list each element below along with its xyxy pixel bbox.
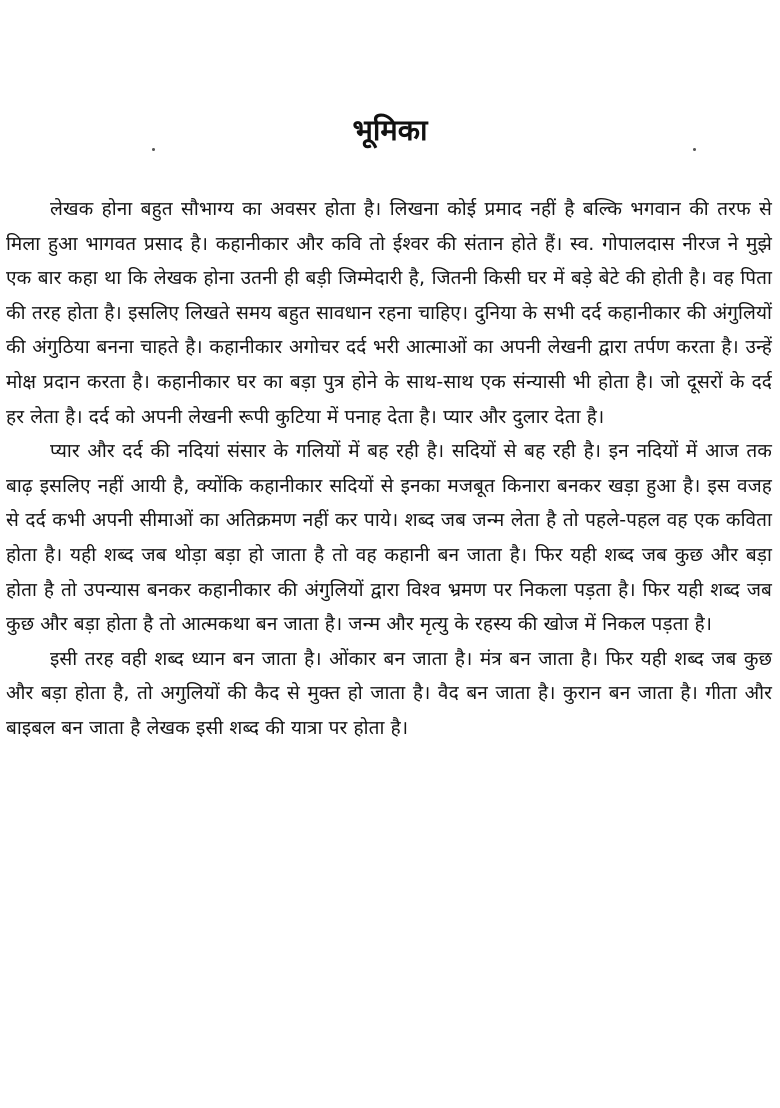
paragraph-2: प्यार और दर्द की नदियां संसार के गलियों में बह रही है। सदियों से बह रही है। इन नदियों में आज तक बाढ़ इसलिए नहीं आयी है, क्योंकि कहानीकार सदियों से इनका मजबूत किनारा बनकर खड़ा हुआ है। इस वजह से दर्द कभी अपनी सीमाओं का अतिक्रमण नहीं कर पाये। शब्द जब जन्म लेता है तो पहले-पहल वह एक कविता होता है। यही शब्द जब थोड़ा बड़ा हो जाता है तो वह कहानी बन जाता है। फिर यही शब्द जब कुछ और बड़ा होता है तो उपन्यास बनकर कहानीकार की अंगुलियों द्वारा विश्व भ्रमण पर निकला पड़ता है। फिर यही शब्द जब कुछ और बड़ा होता है तो आत्मकथा बन जाता है। जन्म और मृत्यु के रहस्य की खोज में निकल पड़ता है। [6, 440, 772, 636]
paragraph-3: इसी तरह वही शब्द ध्यान बन जाता है। ओंकार बन जाता है। मंत्र बन जाता है। फिर यही शब्द जब कुछ और बड़ा होता है, तो अगुलियों की कैद से मुक्त हो जाता है। वैद बन जाता है। कुरान बन जाता है। गीता और बाइबल बन जाता है लेखक इसी शब्द की यात्रा पर होता है। [6, 647, 772, 739]
page-title: भूमिका [352, 113, 428, 147]
paragraph-1: लेखक होना बहुत सौभाग्य का अवसर होता है। लिखना कोई प्रमाद नहीं है बल्कि भगवान की तरफ से मिला हुआ भागवत प्रसाद है। कहानीकार और कवि तो ईश्वर की संतान होते हैं। स्व. गोपालदास नीरज ने मुझे एक बार कहा था कि लेखक होना उतनी ही बड़ी जिम्मेदारी है, जितनी किसी घर में बड़े बेटे की होती है। वह पिता की तरह होता है। इसलिए लिखते समय बहुत सावधान रहना चाहिए। दुनिया के सभी दर्द कहानीकार की अंगुलियों की अंगुठिया बनना चाहते है। कहानीकार अगोचर दर्द भरी आत्माओं का अपनी लेखनी द्वारा तर्पण करता है। उन्हें मोक्ष प्रदान करता है। कहानीकार घर का बड़ा पुत्र होने के साथ-साथ एक संन्यासी भी होता है। जो दूसरों के दर्द हर लेता है। दर्द को अपनी लेखनी रूपी कुटिया में पनाह देता है। प्यार और दुलार देता है। [6, 198, 772, 428]
print-speck [693, 148, 696, 151]
print-speck [152, 148, 155, 151]
body-text [6, 192, 772, 746]
